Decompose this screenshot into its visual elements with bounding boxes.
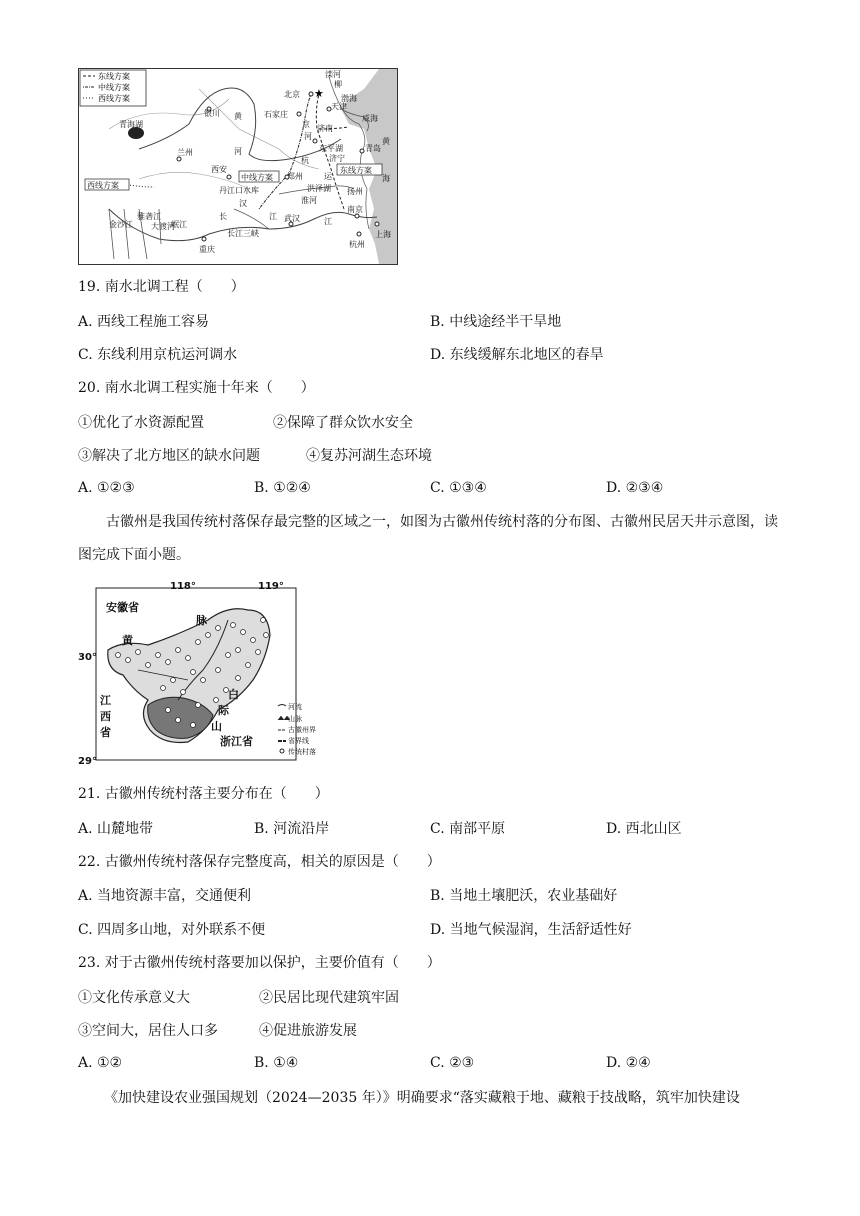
label-zhengzhou: 郑州 — [287, 172, 303, 181]
label-ji: 际 — [218, 704, 229, 717]
label-tianjin: 天津 — [331, 102, 347, 111]
legend-river: 河流 — [288, 703, 302, 711]
huizhou-map-svg — [78, 580, 316, 767]
label-sanxia: 长江三峡 — [227, 229, 259, 238]
q20-option-d[interactable]: D. ②③④ — [606, 480, 664, 496]
q20-item-4: ④复苏河湖生态环境 — [306, 448, 432, 464]
lon-118: 118° — [170, 581, 196, 592]
q23-item-4: ④促进旅游发展 — [259, 1023, 357, 1039]
q20-item-3: ③解决了北方地区的缺水问题 — [78, 448, 260, 464]
q21-option-d[interactable]: D. 西北山区 — [606, 821, 682, 837]
label-bohai: 渤海 — [341, 94, 357, 103]
q20-stem: 20. 南水北调工程实施十年来（ ） — [78, 380, 315, 396]
label-hangzhou: 杭州 — [349, 240, 365, 249]
water-diversion-map-svg — [79, 69, 397, 264]
q19-option-d[interactable]: D. 东线缓解东北地区的春旱 — [430, 347, 604, 363]
q19-option-a[interactable]: A. 西线工程施工容易 — [78, 314, 210, 330]
label-west-route: 西线方案 — [87, 181, 119, 190]
label-qinghai-lake: 青海湖 — [119, 120, 143, 129]
next-passage-line: 《加快建设农业强国规划（2024—2035 年）》明确要求“落实藏粮于地、藏粮于技战略，筑牢加快建设 — [104, 1090, 740, 1106]
label-min: 岷江 — [171, 220, 187, 229]
label-huang-sea-2: 海 — [382, 174, 390, 183]
q20-item-1: ①优化了水资源配置 — [78, 415, 204, 431]
label-chongqing: 重庆 — [199, 245, 215, 254]
q22-stem: 22. 古徽州传统村落保存完整度高，相关的原因是（ ） — [78, 854, 441, 870]
legend-huizhou-border: 古徽州界 — [288, 726, 316, 734]
q21-option-b[interactable]: B. 河流沿岸 — [254, 821, 330, 837]
label-yun: 运 — [324, 172, 332, 181]
q23-stem: 23. 对于古徽州传统村落要加以保护，主要价值有（ ） — [78, 955, 441, 971]
label-jiang: 江 — [269, 212, 277, 221]
label-nanjing: 南京 — [347, 205, 363, 214]
label-weihai: 威海 — [362, 114, 378, 123]
lat-29: 29° — [78, 756, 97, 767]
q21-option-a[interactable]: A. 山麓地带 — [78, 821, 154, 837]
water-diversion-map — [78, 68, 398, 265]
q19-stem: 19. 南水北调工程（ ） — [78, 279, 245, 295]
q19-option-c[interactable]: C. 东线利用京杭运河调水 — [78, 347, 238, 363]
label-luan: 滦河 — [325, 70, 341, 79]
label-huang-sea-1: 黄 — [382, 137, 390, 146]
label-beijing: 北京 — [284, 90, 300, 99]
label-shan: 山 — [211, 720, 222, 733]
q20-item-2: ②保障了群众饮水安全 — [273, 415, 413, 431]
label-dongping: 东平湖 — [319, 144, 343, 153]
label-bai: 白 — [228, 688, 239, 701]
q22-option-c[interactable]: C. 四周多山地，对外联系不便 — [78, 922, 266, 938]
q20-option-b[interactable]: B. ①②④ — [254, 480, 311, 496]
q23-option-b[interactable]: B. ①④ — [254, 1055, 299, 1071]
beijing-star-icon: ★ — [314, 87, 324, 100]
label-huang: 黄 — [234, 112, 242, 121]
label-yalong: 雅砻江 — [137, 212, 161, 221]
label-shijiazhuang: 石家庄 — [264, 110, 288, 119]
q23-item-1: ①文化传承意义大 — [78, 990, 190, 1006]
label-wuhan: 武汉 — [284, 214, 300, 223]
label-jinan: 济南 — [317, 124, 333, 133]
label-yinchuan: 银川 — [204, 109, 220, 118]
label-he2: 河 — [304, 132, 312, 141]
label-zhejiang: 浙江省 — [220, 735, 253, 748]
huizhou-map — [78, 580, 316, 767]
label-lanzhou: 兰州 — [177, 148, 193, 157]
q21-stem: 21. 古徽州传统村落主要分布在（ ） — [78, 786, 329, 802]
label-jing: 京 — [302, 120, 310, 129]
q23-option-d[interactable]: D. ②④ — [606, 1055, 651, 1071]
label-yangzhou: 扬州 — [347, 187, 363, 196]
q20-option-a[interactable]: A. ①②③ — [78, 480, 135, 496]
label-middle-route: 中线方案 — [241, 173, 273, 182]
label-jiangxi-3: 省 — [100, 726, 111, 739]
label-huang: 黄 — [122, 634, 133, 647]
label-dadu: 大渡河 — [151, 222, 175, 231]
label-jiangxi-1: 江 — [100, 694, 111, 707]
label-xian: 西安 — [211, 165, 227, 174]
label-danjiangkou: 丹江口水库 — [219, 186, 259, 195]
lat-30: 30° — [78, 652, 97, 663]
label-he: 河 — [234, 147, 242, 156]
q19-option-b[interactable]: B. 中线途经半干旱地 — [430, 314, 562, 330]
legend-village: 传统村落 — [288, 748, 316, 756]
lon-119: 119° — [258, 581, 284, 592]
label-jiangxi-2: 西 — [100, 710, 111, 723]
label-chang: 长 — [219, 212, 227, 221]
q23-option-c[interactable]: C. ②③ — [430, 1055, 475, 1071]
legend-province-border: 省界线 — [288, 737, 309, 745]
q22-option-d[interactable]: D. 当地气候湿润，生活舒适性好 — [430, 922, 632, 938]
q22-option-b[interactable]: B. 当地土壤肥沃，农业基础好 — [430, 888, 618, 904]
label-jining: 济宁 — [329, 154, 345, 163]
label-liu: 柳 — [334, 80, 342, 89]
label-anhui: 安徽省 — [106, 601, 139, 614]
label-east-route: 东线方案 — [340, 166, 372, 175]
label-huaihe: 淮河 — [301, 196, 317, 205]
label-hang: 杭 — [301, 156, 309, 165]
legend-middle: 中线方案 — [98, 83, 130, 92]
legend-west: 西线方案 — [98, 94, 130, 103]
label-shanghai: 上海 — [375, 230, 391, 239]
q23-item-3: ③空间大，居住人口多 — [78, 1023, 218, 1039]
legend-east: 东线方案 — [98, 72, 130, 81]
intro-paragraph: 古徽州是我国传统村落保存最完整的区域之一，如图为古徽州传统村落的分布图、古徽州民居天井示意图，读图完成下面小题。 — [78, 514, 778, 563]
q21-option-c[interactable]: C. 南部平原 — [430, 821, 506, 837]
q23-option-a[interactable]: A. ①② — [78, 1055, 123, 1071]
label-jiang2: 江 — [324, 217, 332, 226]
label-qingdao: 青岛 — [365, 144, 381, 153]
q23-item-2: ②民居比现代建筑牢固 — [259, 990, 399, 1006]
label-mai: 脉 — [196, 614, 207, 627]
legend-mountain: 山脉 — [288, 715, 302, 723]
q20-option-c[interactable]: C. ①③④ — [430, 480, 487, 496]
label-hongze: 洪泽湖 — [307, 184, 331, 193]
q22-option-a[interactable]: A. 当地资源丰富，交通便利 — [78, 888, 252, 904]
label-jinsha: 金沙江 — [109, 220, 133, 229]
label-han: 汉 — [239, 199, 247, 208]
